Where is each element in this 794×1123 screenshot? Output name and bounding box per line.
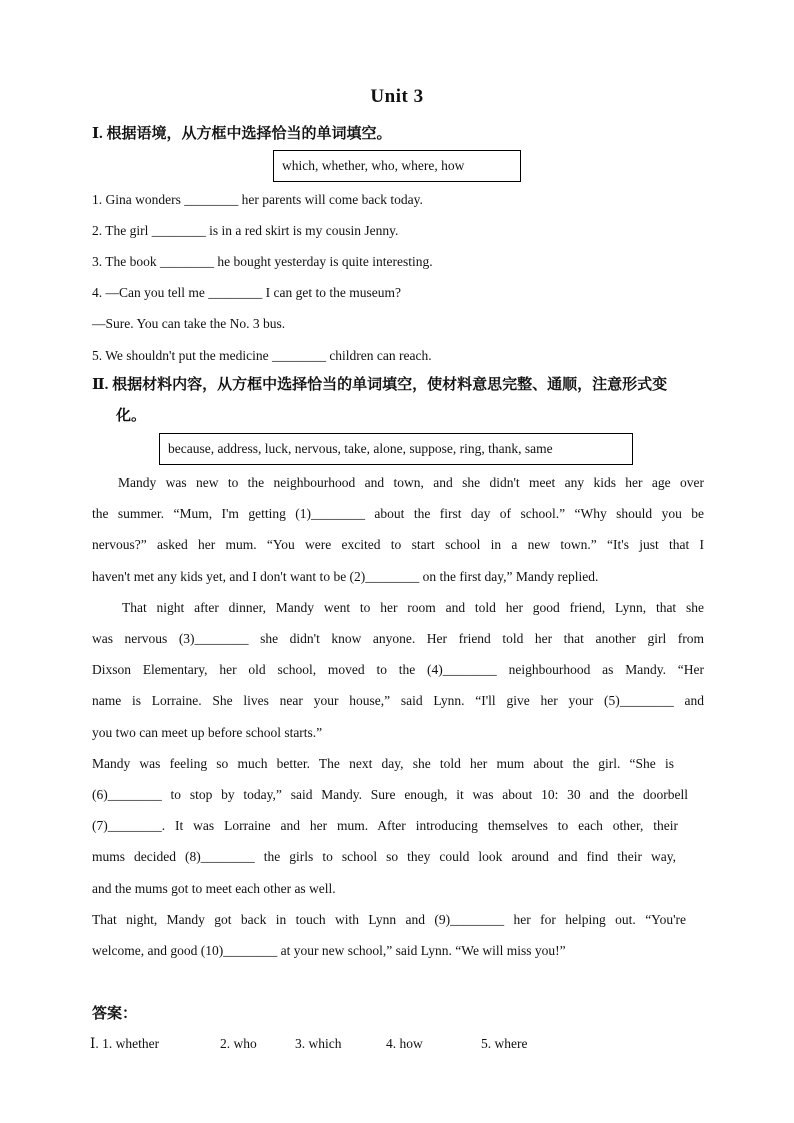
section2-heading-line2: 化。 — [116, 408, 147, 424]
passage-line: you two can meet up before school starts.” — [92, 725, 323, 740]
answer-item: 5. where — [481, 1036, 528, 1051]
section2-heading-line1: Ⅱ. 根据材料内容，从方框中选择恰当的单词填空，使材料意思完整、通顺，注意形式变 — [92, 377, 668, 393]
section1-question-3: 3. The book ________ he bought yesterday is quite interesting. — [92, 254, 433, 269]
section2-heading — [92, 370, 712, 432]
passage-line: (7)________. It was Lorraine and her mum. After introducing themselves to each other, their — [92, 818, 678, 833]
answer-item: 3. which — [295, 1036, 342, 1051]
passage-line: That night, Mandy got back in touch with Lynn and (9)________ her for helping out. “You're — [92, 912, 686, 927]
page-title: Unit 3 — [370, 86, 424, 107]
passage-line: (6)________ to stop by today,” said Mandy. Sure enough, it was about 10: 30 and the doorbell — [92, 787, 688, 802]
section1-question-5: 5. We shouldn't put the medicine ________ children can reach. — [92, 348, 432, 363]
answer-item: Ⅰ. 1. whether — [90, 1036, 160, 1051]
passage-line: mums decided (8)________ the girls to school so they could look around and find their way, — [92, 849, 676, 864]
answer-item: 2. who — [220, 1036, 257, 1051]
section1-heading: Ⅰ. 根据语境，从方框中选择恰当的单词填空。 — [92, 126, 392, 142]
section1-question-4-reply: —Sure. You can take the No. 3 bus. — [92, 316, 286, 331]
passage-line: That night after dinner, Mandy went to her room and told her good friend, Lynn, that she — [122, 600, 704, 615]
section1-question-4: 4. —Can you tell me ________ I can get to the museum? — [92, 285, 401, 300]
passage-line: Mandy was new to the neighbourhood and town, and she didn't meet any kids her age over — [118, 475, 704, 490]
passage-line: Dixson Elementary, her old school, moved to the (4)________ neighbourhood as Mandy. “Her — [92, 662, 704, 677]
answers-label: 答案： — [92, 1006, 138, 1022]
section1-question-1: 1. Gina wonders ________ her parents will come back today. — [92, 192, 423, 207]
passage-line: the summer. “Mum, I'm getting (1)________ about the first day of school.” “Why should you be — [92, 506, 704, 521]
section2-word-box: because, address, luck, nervous, take, alone, suppose, ring, thank, same — [159, 433, 633, 465]
passage-line: Mandy was feeling so much better. The next day, she told her mum about the girl. “She is — [92, 756, 674, 771]
passage-line: nervous?” asked her mum. “You were excited to start school in a new town.” “It's just that I — [92, 537, 704, 552]
answer-item: 4. how — [386, 1036, 423, 1051]
passage-line: haven't met any kids yet, and I don't want to be (2)________ on the first day,” Mandy replied. — [92, 569, 599, 584]
passage-line: welcome, and good (10)________ at your new school,” said Lynn. “We will miss you!” — [92, 943, 566, 958]
section1-question-2: 2. The girl ________ is in a red skirt is my cousin Jenny. — [92, 223, 399, 238]
passage-line: was nervous (3)________ she didn't know anyone. Her friend told her that another girl from — [92, 631, 704, 646]
passage-line: and the mums got to meet each other as well. — [92, 881, 336, 896]
passage-line: name is Lorraine. She lives near your house,” said Lynn. “I'll give her your (5)________ and — [92, 693, 704, 708]
section1-word-box: which, whether, who, where, how — [273, 150, 521, 182]
